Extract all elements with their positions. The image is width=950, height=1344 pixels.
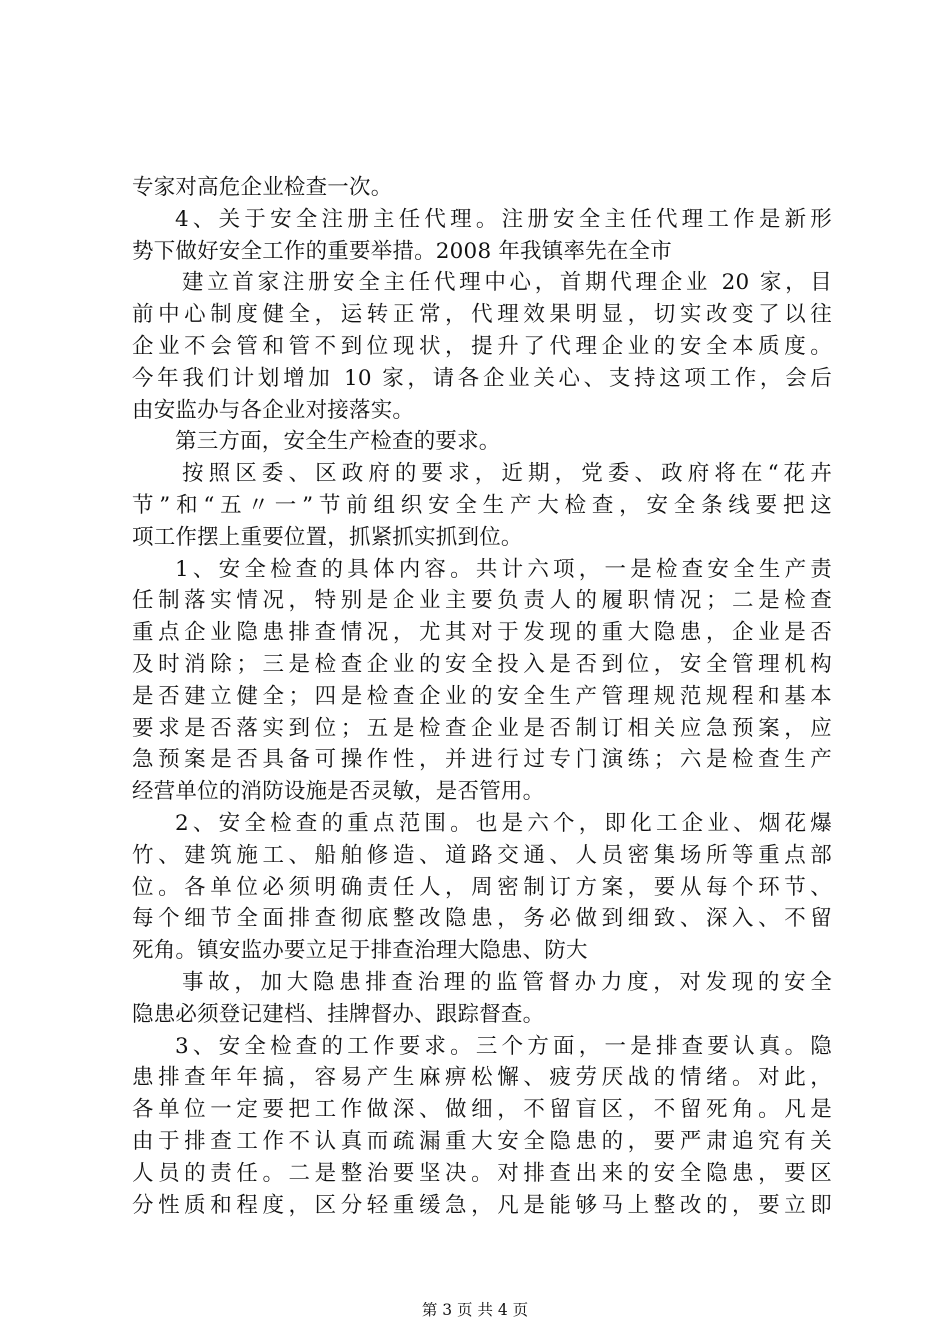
text-line: 位。各单位必须明确责任人，周密制订方案，要从每个环节、 (132, 874, 832, 900)
text-line: 分性质和程度，区分轻重缓急，凡是能够马上整改的，要立即 (132, 1192, 832, 1218)
text-line: 各单位一定要把工作做深、做细，不留盲区，不留死角。凡是 (132, 1097, 832, 1123)
text-line: 及时消除；三是检查企业的安全投入是否到位，安全管理机构 (132, 651, 832, 677)
text-line: 企业不会管和管不到位现状，提升了代理企业的安全本质度。 (132, 333, 832, 359)
text-line: 建立首家注册安全主任代理中心，首期代理企业 20 家，目 (182, 270, 832, 296)
text-line: 急预案是否具备可操作性，并进行过专门演练；六是检查生产 (132, 747, 832, 773)
text-line: 1、安全检查的具体内容。共计六项，一是检查安全生产责 (175, 556, 832, 582)
text-line: 患排查年年搞，容易产生麻痹松懈、疲劳厌战的情绪。对此， (132, 1065, 832, 1091)
text-line: 事故，加大隐患排查治理的监管督办力度，对发现的安全 (182, 969, 832, 995)
text-line: 今年我们计划增加 10 家，请各企业关心、支持这项工作，会后 (132, 365, 832, 391)
page-number-footer: 第 3 页 共 4 页 (421, 1301, 529, 1319)
text-line: 隐患必须登记建档、挂牌督办、跟踪督查。 (132, 1001, 545, 1027)
text-line: 由安监办与各企业对接落实。 (132, 397, 415, 423)
text-line: 每个细节全面排查彻底整改隐患，务必做到细致、深入、不留 (132, 906, 832, 932)
text-line: 竹、建筑施工、船舶修造、道路交通、人员密集场所等重点部 (132, 842, 832, 868)
text-line: 重点企业隐患排查情况，尤其对于发现的重大隐患，企业是否 (132, 620, 832, 646)
document-body (132, 172, 832, 1221)
text-line: 经营单位的消防设施是否灵敏，是否管用。 (132, 779, 545, 805)
text-line: 人员的责任。二是整治要坚决。对排查出来的安全隐患，要区 (132, 1160, 832, 1186)
text-line: 按照区委、区政府的要求，近期，党委、政府将在“花卉 (182, 461, 832, 487)
text-line: 2、安全检查的重点范围。也是六个，即化工企业、烟花爆 (175, 810, 832, 836)
text-line: 4、关于安全注册主任代理。注册安全主任代理工作是新形 (175, 206, 832, 232)
text-line: 3、安全检查的工作要求。三个方面，一是排查要认真。隐 (175, 1033, 832, 1059)
text-line: 第三方面，安全生产检查的要求。 (175, 429, 501, 455)
text-line: 死角。镇安监办要立足于排查治理大隐患、防大 (132, 938, 588, 964)
text-line: 任制落实情况，特别是企业主要负责人的履职情况；二是检查 (132, 588, 832, 614)
text-line: 专家对高危企业检查一次。 (132, 175, 393, 200)
text-line: 是否建立健全；四是检查企业的安全生产管理规范规程和基本 (132, 683, 832, 709)
text-line: 势下做好安全工作的重要举措。2008 年我镇率先在全市 (132, 238, 672, 264)
text-line: 由于排查工作不认真而疏漏重大安全隐患的，要严肃追究有关 (132, 1128, 832, 1154)
text-line: 要求是否落实到位；五是检查企业是否制订相关应急预案，应 (132, 715, 832, 741)
text-line: 节”和“五〃一”节前组织安全生产大检查，安全条线要把这 (132, 492, 832, 518)
text-line: 项工作摆上重要位置，抓紧抓实抓到位。 (132, 524, 523, 550)
text-line: 前中心制度健全，运转正常，代理效果明显，切实改变了以往 (132, 302, 832, 328)
